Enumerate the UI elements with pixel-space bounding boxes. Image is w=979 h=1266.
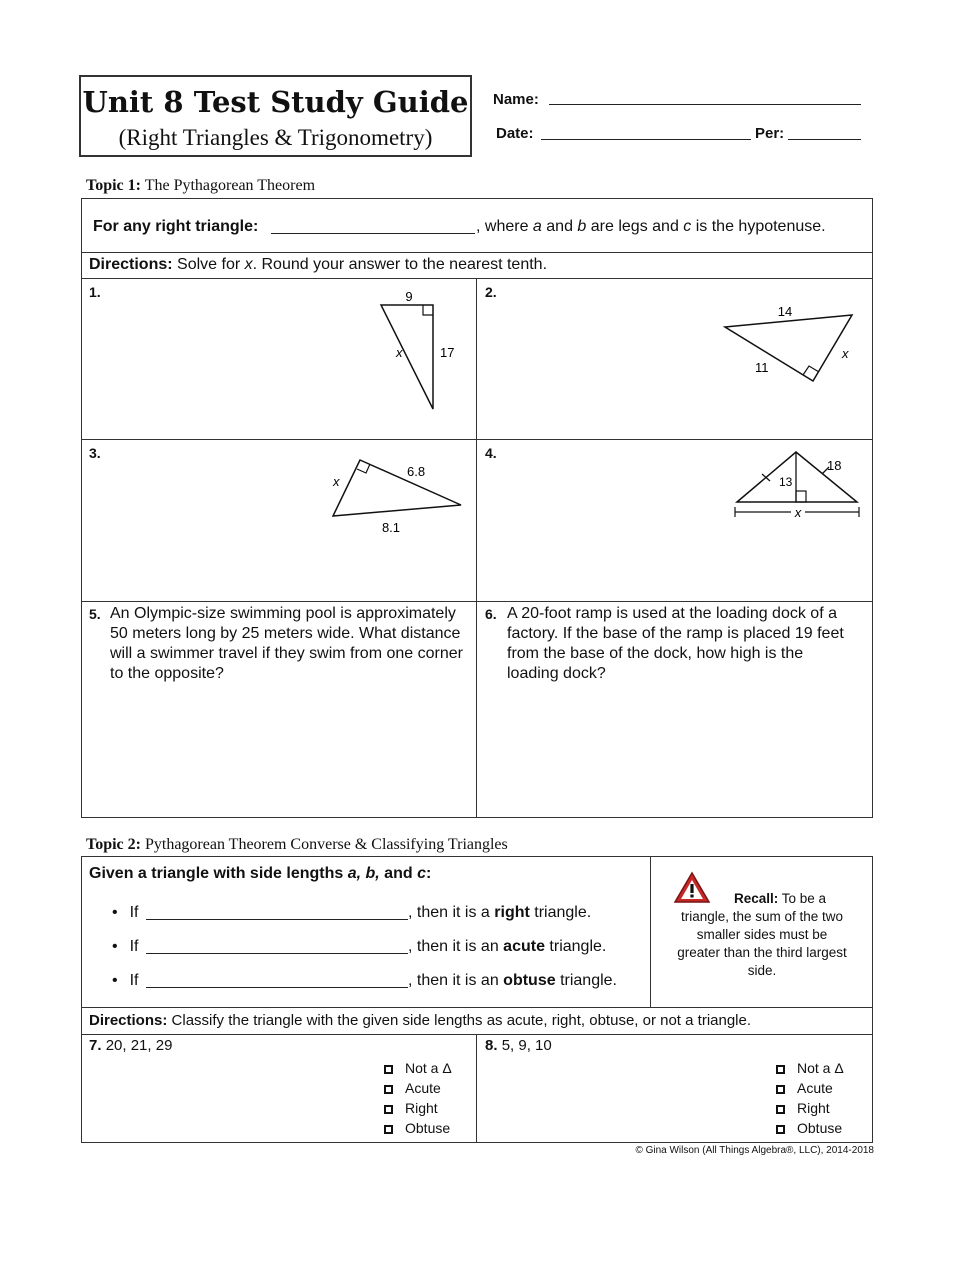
theorem-statement (93, 218, 258, 236)
problem-6-number: 6. (485, 606, 497, 622)
theorem-lead: For any right triangle: (93, 218, 259, 235)
problem-5-number: 5. (89, 606, 101, 622)
checkbox[interactable] (384, 1065, 393, 1074)
checkbox[interactable] (776, 1125, 785, 1134)
problem-6-text: A 20-foot ramp is used at the loading dock of a factory. If the base of the ramp is placed 19 feet from the base of the dock, how high is the loading dock? (507, 605, 844, 682)
date-field[interactable] (541, 139, 751, 140)
problem-2-number: 2. (485, 284, 497, 300)
option-not-a-triangle[interactable]: Not a Δ (384, 1058, 452, 1078)
bullet-acute: • If (112, 938, 139, 955)
triangle-2-label-top: 14 (777, 304, 793, 319)
page-title: Unit 8 Test Study Guide (82, 85, 469, 119)
topic2-title: Pythagorean Theorem Converse & Classifying Triangles (144, 836, 508, 853)
triangle-figure-1 (370, 285, 460, 415)
divider (650, 856, 651, 1008)
topic2-directions: Directions: Classify the triangle with the given side lengths as acute, right, obtuse, or not a triangle. (89, 1012, 752, 1029)
checkbox[interactable] (776, 1105, 785, 1114)
title-box (79, 75, 472, 157)
checkbox[interactable] (776, 1085, 785, 1094)
given-statement: Given a triangle with side lengths a, b, and c: (89, 865, 432, 882)
triangle-2-shape (725, 315, 852, 381)
checkbox[interactable] (776, 1065, 785, 1074)
triangle-1-label-top: 9 (405, 289, 413, 304)
option-acute[interactable]: Acute (776, 1078, 844, 1098)
problem-8-options (776, 1058, 844, 1138)
recall-note (676, 890, 848, 980)
triangle-2-label-side: 11 (755, 360, 769, 375)
problem-7-number: 7. (89, 1037, 102, 1054)
triangle-4-label-side: 18 (827, 458, 842, 473)
checkbox[interactable] (384, 1125, 393, 1134)
bullet-obtuse-tail: , then it is an obtuse triangle. (408, 972, 617, 989)
triangle-3-label-x: x (333, 474, 340, 489)
triangle-3-label-side: 6.8 (407, 464, 426, 479)
theorem-blank[interactable] (271, 233, 475, 234)
problem-7-sides: 20, 21, 29 (105, 1037, 173, 1054)
date-label: Date: (496, 125, 534, 142)
problem-8-number: 8. (485, 1037, 498, 1054)
acute-condition-blank[interactable] (146, 953, 408, 954)
topic1-label: Topic 1: (86, 177, 141, 194)
option-obtuse[interactable]: Obtuse (384, 1118, 452, 1138)
problem-5-text: An Olympic-size swimming pool is approximately 50 meters long by 25 meters wide. What distance will a swimmer travel if they swim from one corner to the opposite? (110, 605, 463, 682)
recall-label: Recall: (733, 891, 779, 906)
problem-4-number: 4. (485, 445, 497, 461)
per-label: Per: (755, 125, 785, 142)
option-acute[interactable]: Acute (384, 1078, 452, 1098)
problem-8 (485, 1037, 552, 1054)
recall-text: To be a triangle, the sum of the two smaller sides must be greater than the third largest side. (677, 891, 847, 978)
problem-1-number: 1. (89, 284, 101, 300)
divider (81, 601, 873, 602)
divider (476, 1034, 477, 1143)
per-field[interactable] (788, 139, 861, 140)
divider (81, 439, 873, 440)
bullet-right-tail: , then it is a right triangle. (408, 904, 592, 921)
triangle-3-shape (333, 460, 461, 516)
topic2-label: Topic 2: (86, 836, 141, 853)
topic1-title: The Pythagorean Theorem (144, 177, 316, 194)
triangle-3-label-bottom: 8.1 (381, 520, 401, 535)
divider (81, 1007, 873, 1008)
theorem-tail: , where a and b are legs and c is the hypotenuse. (476, 218, 826, 235)
problem-3-number: 3. (89, 445, 101, 461)
triangle-figure-4 (725, 445, 870, 525)
triangle-1-label-side: 17 (440, 345, 455, 360)
bullet-right: • If (112, 904, 139, 921)
problem-7 (89, 1037, 172, 1054)
option-right[interactable]: Right (776, 1098, 844, 1118)
copyright: © Gina Wilson (All Things Algebra®, LLC), 2014-2018 (635, 1145, 874, 1156)
option-right[interactable]: Right (384, 1098, 452, 1118)
checkbox[interactable] (384, 1085, 393, 1094)
topic2-heading (86, 836, 508, 854)
name-field[interactable] (549, 104, 861, 105)
triangle-4-label-x: x (794, 505, 802, 520)
option-not-a-triangle[interactable]: Not a Δ (776, 1058, 844, 1078)
bullet-obtuse: • If (112, 972, 139, 989)
divider (81, 1034, 873, 1035)
problem-7-options (384, 1058, 452, 1138)
page-subtitle: (Right Triangles & Trigonometry) (118, 125, 433, 150)
right-condition-blank[interactable] (146, 919, 408, 920)
triangle-1-label-x: x (396, 345, 403, 360)
right-angle-mark (357, 464, 370, 473)
triangle-1-shape (381, 305, 433, 409)
checkbox[interactable] (384, 1105, 393, 1114)
option-obtuse[interactable]: Obtuse (776, 1118, 844, 1138)
name-label: Name: (493, 91, 539, 108)
problem-8-sides: 5, 9, 10 (501, 1037, 552, 1054)
topic1-heading (86, 177, 315, 195)
topic1-directions: Directions: Solve for x. Round your answer to the nearest tenth. (89, 256, 548, 273)
divider (81, 278, 873, 279)
bullet-acute-tail: , then it is an acute triangle. (408, 938, 607, 955)
right-angle-mark (423, 305, 433, 315)
divider (81, 252, 873, 253)
obtuse-condition-blank[interactable] (146, 987, 408, 988)
triangle-2-label-x: x (842, 346, 849, 361)
right-angle-mark (796, 491, 806, 502)
divider (476, 278, 477, 818)
triangle-figure-3 (325, 450, 470, 540)
triangle-4-label-altitude: 13 (779, 475, 793, 489)
triangle-figure-2 (715, 300, 865, 390)
